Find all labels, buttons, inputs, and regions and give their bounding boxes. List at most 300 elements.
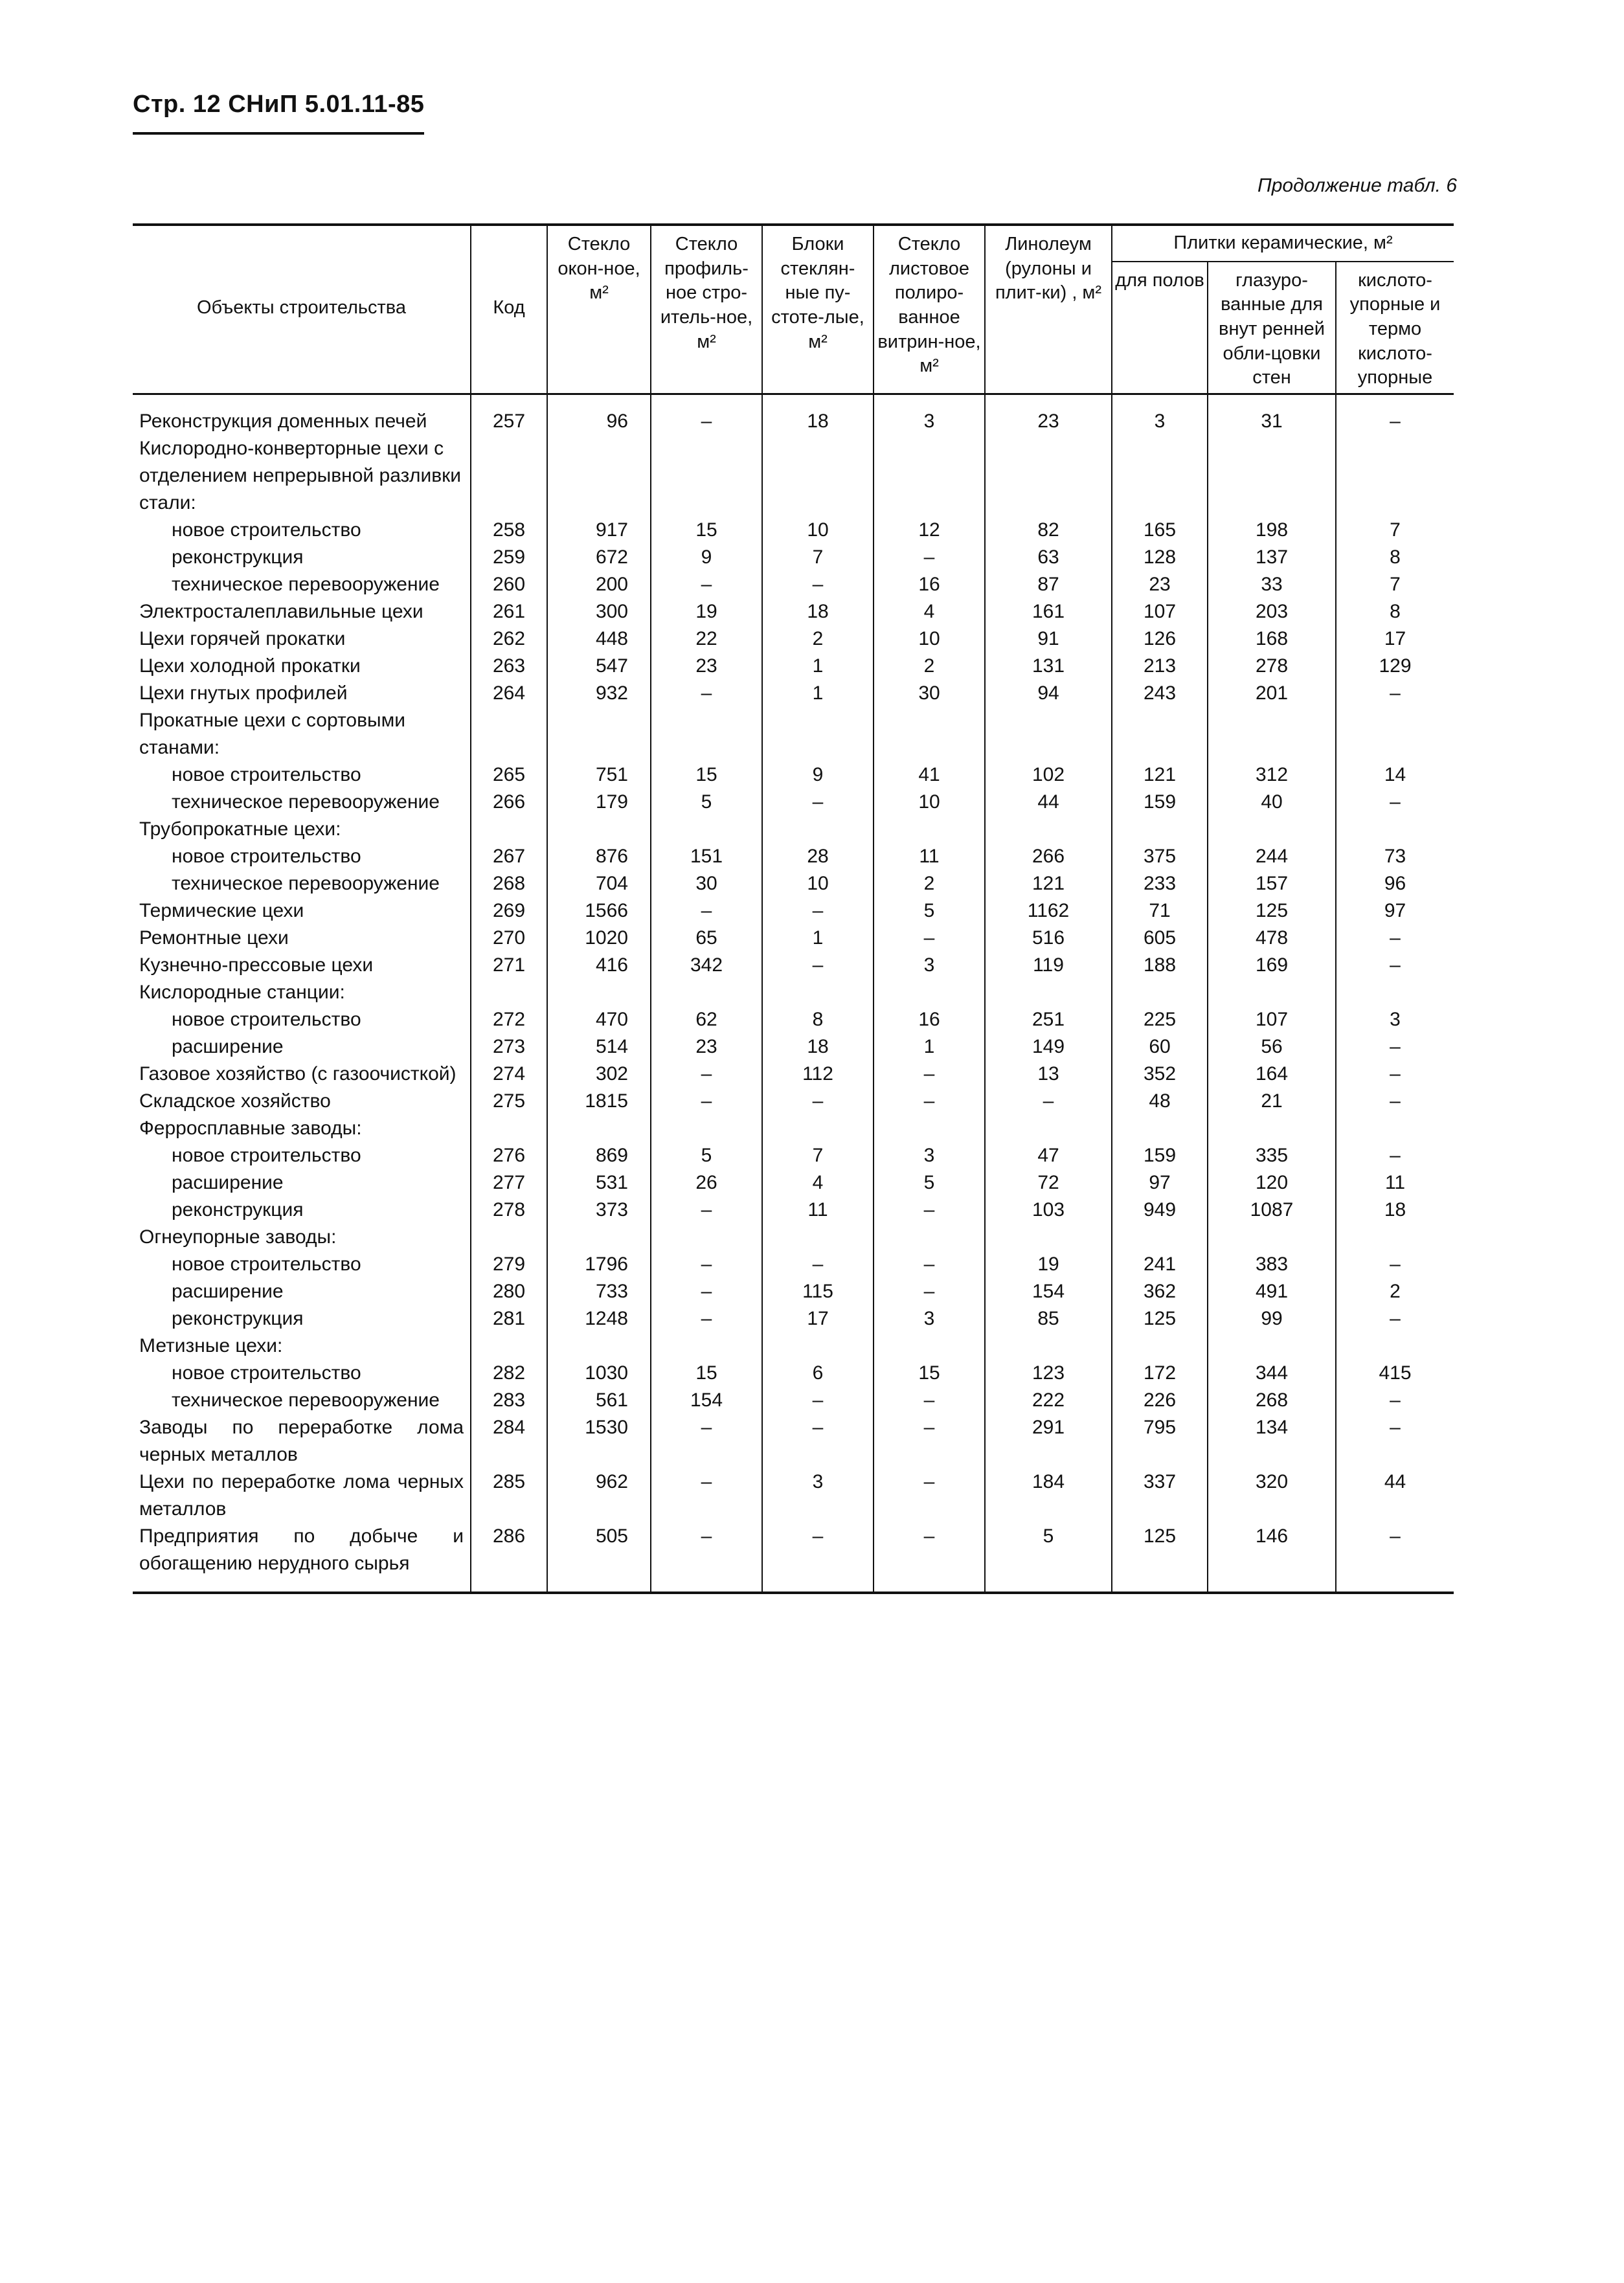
col-header-sheet-glass: Стекло листовое полиро-ванное витрин-ное, м² — [874, 225, 985, 394]
cell-window-glass: 876 — [547, 843, 651, 870]
row-object-name: Электросталеплавильные цехи — [139, 601, 423, 623]
cell-glass-blocks: – — [762, 952, 874, 979]
cell-sheet-glass: 15 — [874, 1360, 985, 1387]
cell-window-glass: 917 — [547, 517, 651, 544]
row-code: 284 — [471, 1414, 547, 1468]
cell-sheet-glass: – — [874, 1061, 985, 1088]
cell-glass-blocks: 3 — [762, 1468, 874, 1523]
cell-profile-glass — [651, 1333, 762, 1360]
cell-profile-glass: – — [651, 1088, 762, 1115]
cell-profile-glass: – — [651, 1305, 762, 1333]
cell-glazed-tiles — [1208, 707, 1336, 761]
col-header-code: Код — [471, 225, 547, 394]
table-row — [133, 1278, 1454, 1305]
cell-linoleum: 47 — [985, 1142, 1112, 1169]
cell-glass-blocks: 7 — [762, 1142, 874, 1169]
cell-window-glass — [547, 435, 651, 517]
cell-acid-tiles: 8 — [1336, 598, 1454, 625]
row-code — [471, 1115, 547, 1142]
cell-acid-tiles: 14 — [1336, 761, 1454, 789]
cell-linoleum: 19 — [985, 1251, 1112, 1278]
cell-linoleum: 82 — [985, 517, 1112, 544]
cell-profile-glass — [651, 435, 762, 517]
table-continuation-label: Продолжение табл. 6 — [1257, 175, 1457, 196]
table-row — [133, 897, 1454, 925]
cell-sheet-glass: – — [874, 1251, 985, 1278]
cell-glass-blocks: 18 — [762, 1033, 874, 1061]
cell-profile-glass — [651, 816, 762, 843]
row-object-name: Заводы по переработке лома черных металлов — [139, 1417, 464, 1466]
cell-window-glass: 373 — [547, 1197, 651, 1224]
row-code: 283 — [471, 1387, 547, 1414]
cell-sheet-glass: – — [874, 544, 985, 571]
cell-floor-tiles: 159 — [1112, 789, 1208, 816]
row-object-name: Прокатные цехи с сортовыми станами: — [139, 710, 405, 759]
cell-floor-tiles: 3 — [1112, 394, 1208, 436]
table-row — [133, 789, 1454, 816]
cell-window-glass: 416 — [547, 952, 651, 979]
cell-profile-glass: – — [651, 897, 762, 925]
row-object-name: новое строительство — [172, 846, 361, 868]
row-code: 272 — [471, 1006, 547, 1033]
cell-profile-glass: 15 — [651, 1360, 762, 1387]
col-header-profile-glass: Стекло профиль-ное стро-итель-ное, м² — [651, 225, 762, 394]
cell-floor-tiles: 243 — [1112, 680, 1208, 707]
cell-sheet-glass: 16 — [874, 571, 985, 598]
cell-profile-glass: 23 — [651, 1033, 762, 1061]
cell-linoleum: 13 — [985, 1061, 1112, 1088]
cell-glazed-tiles: 278 — [1208, 653, 1336, 680]
cell-acid-tiles: – — [1336, 1305, 1454, 1333]
cell-acid-tiles — [1336, 816, 1454, 843]
cell-floor-tiles — [1112, 1115, 1208, 1142]
row-code: 286 — [471, 1523, 547, 1593]
row-object-name: техническое перевооружение — [172, 791, 440, 813]
cell-floor-tiles: 172 — [1112, 1360, 1208, 1387]
row-object-name: Термические цехи — [139, 900, 304, 922]
row-code: 274 — [471, 1061, 547, 1088]
row-object-name: Кислородные станции: — [139, 982, 345, 1004]
cell-floor-tiles: 352 — [1112, 1061, 1208, 1088]
cell-glass-blocks — [762, 979, 874, 1006]
row-object-name: техническое перевооружение — [172, 1389, 440, 1411]
table-row — [133, 625, 1454, 653]
cell-window-glass: 1020 — [547, 925, 651, 952]
table-row — [133, 1333, 1454, 1360]
cell-acid-tiles: – — [1336, 789, 1454, 816]
cell-linoleum: – — [985, 1088, 1112, 1115]
cell-floor-tiles — [1112, 1333, 1208, 1360]
cell-glass-blocks — [762, 1224, 874, 1251]
cell-glazed-tiles: 31 — [1208, 394, 1336, 436]
cell-sheet-glass: 3 — [874, 1142, 985, 1169]
cell-window-glass: 733 — [547, 1278, 651, 1305]
cell-sheet-glass: – — [874, 1088, 985, 1115]
cell-profile-glass — [651, 707, 762, 761]
cell-sheet-glass — [874, 979, 985, 1006]
cell-linoleum: 1162 — [985, 897, 1112, 925]
cell-linoleum — [985, 1115, 1112, 1142]
col-header-floor-tiles: для полов — [1112, 262, 1208, 394]
cell-sheet-glass: 2 — [874, 870, 985, 897]
col-header-window-glass: Стекло окон-ное, м² — [547, 225, 651, 394]
cell-sheet-glass: – — [874, 1414, 985, 1468]
cell-linoleum: 91 — [985, 625, 1112, 653]
cell-profile-glass: 342 — [651, 952, 762, 979]
cell-glass-blocks: 28 — [762, 843, 874, 870]
cell-glazed-tiles — [1208, 1224, 1336, 1251]
cell-glazed-tiles: 120 — [1208, 1169, 1336, 1197]
cell-glass-blocks: 10 — [762, 870, 874, 897]
row-code: 267 — [471, 843, 547, 870]
cell-linoleum: 291 — [985, 1414, 1112, 1468]
cell-glass-blocks: 10 — [762, 517, 874, 544]
cell-acid-tiles: – — [1336, 680, 1454, 707]
cell-profile-glass: 15 — [651, 761, 762, 789]
cell-glazed-tiles: 107 — [1208, 1006, 1336, 1033]
row-object-name: новое строительство — [172, 1254, 361, 1276]
cell-acid-tiles: – — [1336, 925, 1454, 952]
cell-glass-blocks: 6 — [762, 1360, 874, 1387]
table-row — [133, 1224, 1454, 1251]
row-code: 271 — [471, 952, 547, 979]
cell-sheet-glass: 16 — [874, 1006, 985, 1033]
row-code — [471, 1333, 547, 1360]
cell-acid-tiles: 97 — [1336, 897, 1454, 925]
row-object-name: Метизные цехи: — [139, 1335, 283, 1357]
col-header-objects: Объекты строительства — [133, 225, 471, 394]
cell-glass-blocks — [762, 435, 874, 517]
cell-acid-tiles: – — [1336, 1387, 1454, 1414]
cell-profile-glass: 22 — [651, 625, 762, 653]
cell-acid-tiles: 7 — [1336, 517, 1454, 544]
cell-linoleum: 103 — [985, 1197, 1112, 1224]
cell-window-glass: 448 — [547, 625, 651, 653]
cell-linoleum: 149 — [985, 1033, 1112, 1061]
cell-glazed-tiles: 99 — [1208, 1305, 1336, 1333]
cell-glazed-tiles: 40 — [1208, 789, 1336, 816]
cell-window-glass: 561 — [547, 1387, 651, 1414]
cell-profile-glass: – — [651, 1251, 762, 1278]
cell-linoleum: 251 — [985, 1006, 1112, 1033]
cell-sheet-glass: 2 — [874, 653, 985, 680]
row-object-name: новое строительство — [172, 519, 361, 541]
cell-acid-tiles — [1336, 1333, 1454, 1360]
row-code: 278 — [471, 1197, 547, 1224]
cell-glazed-tiles: 312 — [1208, 761, 1336, 789]
cell-window-glass: 96 — [547, 394, 651, 436]
cell-glazed-tiles: 168 — [1208, 625, 1336, 653]
cell-sheet-glass: 5 — [874, 897, 985, 925]
cell-linoleum: 266 — [985, 843, 1112, 870]
cell-floor-tiles: 23 — [1112, 571, 1208, 598]
table-row — [133, 979, 1454, 1006]
cell-glazed-tiles: 335 — [1208, 1142, 1336, 1169]
row-object-name: новое строительство — [172, 1009, 361, 1031]
row-code: 273 — [471, 1033, 547, 1061]
cell-floor-tiles — [1112, 707, 1208, 761]
table-body — [133, 394, 1454, 1593]
cell-profile-glass: 5 — [651, 789, 762, 816]
cell-profile-glass: – — [651, 394, 762, 436]
row-object-name: расширение — [172, 1036, 284, 1058]
cell-window-glass: 531 — [547, 1169, 651, 1197]
cell-floor-tiles: 128 — [1112, 544, 1208, 571]
col-header-linoleum: Линолеум (рулоны и плит-ки) , м² — [985, 225, 1112, 394]
cell-profile-glass: 151 — [651, 843, 762, 870]
cell-linoleum — [985, 1224, 1112, 1251]
cell-window-glass: 1030 — [547, 1360, 651, 1387]
row-object-name: расширение — [172, 1172, 284, 1194]
row-object-name: Кислородно-конверторные цехи с отделением непрерывной разливки стали: — [139, 438, 462, 514]
row-code: 263 — [471, 653, 547, 680]
cell-linoleum: 119 — [985, 952, 1112, 979]
table-row — [133, 1006, 1454, 1033]
cell-glazed-tiles: 1087 — [1208, 1197, 1336, 1224]
cell-acid-tiles: 11 — [1336, 1169, 1454, 1197]
row-object-name: новое строительство — [172, 1145, 361, 1167]
cell-glass-blocks: – — [762, 789, 874, 816]
table-row — [133, 1169, 1454, 1197]
cell-floor-tiles: 795 — [1112, 1414, 1208, 1468]
cell-profile-glass — [651, 1224, 762, 1251]
row-code: 269 — [471, 897, 547, 925]
cell-window-glass: 1566 — [547, 897, 651, 925]
header-rule — [133, 132, 424, 135]
cell-linoleum: 85 — [985, 1305, 1112, 1333]
table-row — [133, 544, 1454, 571]
cell-sheet-glass: 3 — [874, 394, 985, 436]
cell-acid-tiles — [1336, 435, 1454, 517]
row-code: 258 — [471, 517, 547, 544]
table-row — [133, 571, 1454, 598]
cell-sheet-glass: 5 — [874, 1169, 985, 1197]
cell-acid-tiles: 17 — [1336, 625, 1454, 653]
cell-linoleum: 102 — [985, 761, 1112, 789]
cell-linoleum: 23 — [985, 394, 1112, 436]
cell-window-glass: 547 — [547, 653, 651, 680]
row-object-name: Ферросплавные заводы: — [139, 1118, 362, 1140]
row-object-name: реконструкция — [172, 546, 304, 568]
cell-linoleum: 222 — [985, 1387, 1112, 1414]
row-code: 282 — [471, 1360, 547, 1387]
cell-sheet-glass: 10 — [874, 625, 985, 653]
table-row — [133, 680, 1454, 707]
cell-glass-blocks — [762, 1115, 874, 1142]
cell-glass-blocks: – — [762, 1251, 874, 1278]
cell-linoleum: 154 — [985, 1278, 1112, 1305]
row-code — [471, 435, 547, 517]
cell-profile-glass: – — [651, 1523, 762, 1593]
row-object-name: новое строительство — [172, 764, 361, 786]
cell-floor-tiles — [1112, 979, 1208, 1006]
cell-acid-tiles: 18 — [1336, 1197, 1454, 1224]
cell-floor-tiles: 188 — [1112, 952, 1208, 979]
row-object-name: реконструкция — [172, 1199, 304, 1221]
cell-floor-tiles: 375 — [1112, 843, 1208, 870]
cell-window-glass: 1248 — [547, 1305, 651, 1333]
cell-sheet-glass: 3 — [874, 952, 985, 979]
cell-acid-tiles: – — [1336, 1033, 1454, 1061]
cell-glass-blocks: 11 — [762, 1197, 874, 1224]
cell-acid-tiles — [1336, 1224, 1454, 1251]
cell-sheet-glass: – — [874, 1523, 985, 1593]
cell-profile-glass — [651, 1115, 762, 1142]
cell-acid-tiles: 2 — [1336, 1278, 1454, 1305]
cell-glazed-tiles: 137 — [1208, 544, 1336, 571]
table-row — [133, 1088, 1454, 1115]
cell-window-glass: 514 — [547, 1033, 651, 1061]
row-code: 265 — [471, 761, 547, 789]
row-object-name: Цехи горячей прокатки — [139, 628, 346, 650]
cell-window-glass — [547, 1333, 651, 1360]
cell-window-glass: 751 — [547, 761, 651, 789]
cell-glazed-tiles: 157 — [1208, 870, 1336, 897]
cell-glazed-tiles: 21 — [1208, 1088, 1336, 1115]
cell-window-glass: 200 — [547, 571, 651, 598]
cell-glazed-tiles: 320 — [1208, 1468, 1336, 1523]
cell-profile-glass: 9 — [651, 544, 762, 571]
table-row — [133, 1360, 1454, 1387]
cell-sheet-glass — [874, 435, 985, 517]
cell-acid-tiles: – — [1336, 1523, 1454, 1593]
cell-sheet-glass: 11 — [874, 843, 985, 870]
row-object-name: Ремонтные цехи — [139, 927, 289, 949]
row-code — [471, 1224, 547, 1251]
cell-linoleum: 121 — [985, 870, 1112, 897]
cell-sheet-glass: 30 — [874, 680, 985, 707]
cell-floor-tiles: 97 — [1112, 1169, 1208, 1197]
cell-acid-tiles: – — [1336, 1251, 1454, 1278]
row-code: 285 — [471, 1468, 547, 1523]
cell-glazed-tiles: 33 — [1208, 571, 1336, 598]
cell-linoleum: 87 — [985, 571, 1112, 598]
cell-acid-tiles: – — [1336, 1414, 1454, 1468]
row-code: 281 — [471, 1305, 547, 1333]
cell-glazed-tiles: 203 — [1208, 598, 1336, 625]
cell-glass-blocks — [762, 707, 874, 761]
cell-sheet-glass: – — [874, 1278, 985, 1305]
cell-sheet-glass: – — [874, 1468, 985, 1523]
row-object-name: Кузнечно-прессовые цехи — [139, 954, 374, 976]
cell-floor-tiles: 605 — [1112, 925, 1208, 952]
cell-sheet-glass: 4 — [874, 598, 985, 625]
cell-floor-tiles: 126 — [1112, 625, 1208, 653]
cell-profile-glass: 154 — [651, 1387, 762, 1414]
cell-linoleum: 161 — [985, 598, 1112, 625]
row-code: 270 — [471, 925, 547, 952]
cell-glazed-tiles: 268 — [1208, 1387, 1336, 1414]
cell-linoleum: 131 — [985, 653, 1112, 680]
cell-floor-tiles — [1112, 816, 1208, 843]
cell-window-glass: 1530 — [547, 1414, 651, 1468]
row-object-name: Складское хозяйство — [139, 1090, 331, 1112]
cell-glass-blocks: 18 — [762, 394, 874, 436]
table-row — [133, 925, 1454, 952]
cell-floor-tiles: 125 — [1112, 1523, 1208, 1593]
cell-acid-tiles: 7 — [1336, 571, 1454, 598]
cell-glass-blocks: – — [762, 1523, 874, 1593]
table-row — [133, 1387, 1454, 1414]
cell-floor-tiles: 107 — [1112, 598, 1208, 625]
cell-sheet-glass: 1 — [874, 1033, 985, 1061]
cell-glass-blocks: 17 — [762, 1305, 874, 1333]
cell-floor-tiles: 159 — [1112, 1142, 1208, 1169]
cell-glass-blocks: – — [762, 897, 874, 925]
row-object-name: Реконструкция доменных печей — [139, 410, 427, 433]
cell-window-glass: 300 — [547, 598, 651, 625]
cell-glazed-tiles — [1208, 1333, 1336, 1360]
row-object-name: Предприятия по добыче и обогащению нерудного сырья — [133, 1523, 471, 1593]
row-code: 275 — [471, 1088, 547, 1115]
cell-glass-blocks: – — [762, 571, 874, 598]
cell-linoleum: 72 — [985, 1169, 1112, 1197]
cell-profile-glass: 23 — [651, 653, 762, 680]
cell-sheet-glass: 12 — [874, 517, 985, 544]
cell-window-glass — [547, 816, 651, 843]
row-object-name: Цехи гнутых профилей — [139, 682, 348, 704]
cell-acid-tiles — [1336, 1115, 1454, 1142]
cell-profile-glass: – — [651, 1061, 762, 1088]
cell-sheet-glass: – — [874, 1387, 985, 1414]
cell-glazed-tiles: 56 — [1208, 1033, 1336, 1061]
cell-glazed-tiles: 344 — [1208, 1360, 1336, 1387]
row-object-name: техническое перевооружение — [172, 574, 440, 596]
cell-window-glass: 1796 — [547, 1251, 651, 1278]
cell-acid-tiles: – — [1336, 1061, 1454, 1088]
cell-floor-tiles: 48 — [1112, 1088, 1208, 1115]
cell-profile-glass: – — [651, 680, 762, 707]
cell-glass-blocks: 115 — [762, 1278, 874, 1305]
row-code: 262 — [471, 625, 547, 653]
cell-floor-tiles: 241 — [1112, 1251, 1208, 1278]
row-code: 277 — [471, 1169, 547, 1197]
table-row — [133, 761, 1454, 789]
cell-linoleum: 184 — [985, 1468, 1112, 1523]
row-code — [471, 816, 547, 843]
cell-acid-tiles — [1336, 707, 1454, 761]
cell-window-glass: 962 — [547, 1468, 651, 1523]
row-code: 261 — [471, 598, 547, 625]
cell-linoleum: 5 — [985, 1523, 1112, 1593]
row-object-name: Огнеупорные заводы: — [139, 1226, 337, 1248]
cell-glazed-tiles — [1208, 435, 1336, 517]
table-row — [133, 952, 1454, 979]
cell-glass-blocks: 2 — [762, 625, 874, 653]
cell-linoleum — [985, 707, 1112, 761]
cell-glazed-tiles — [1208, 816, 1336, 843]
cell-window-glass — [547, 1224, 651, 1251]
row-code: 264 — [471, 680, 547, 707]
cell-linoleum: 63 — [985, 544, 1112, 571]
cell-linoleum: 123 — [985, 1360, 1112, 1387]
cell-profile-glass: – — [651, 1197, 762, 1224]
row-code: 268 — [471, 870, 547, 897]
cell-acid-tiles: – — [1336, 1142, 1454, 1169]
cell-acid-tiles: 73 — [1336, 843, 1454, 870]
table-row — [133, 1468, 1454, 1523]
row-code: 257 — [471, 394, 547, 436]
cell-glazed-tiles: 478 — [1208, 925, 1336, 952]
materials-table — [133, 223, 1454, 1594]
cell-acid-tiles: 96 — [1336, 870, 1454, 897]
cell-glazed-tiles: 169 — [1208, 952, 1336, 979]
cell-acid-tiles: 415 — [1336, 1360, 1454, 1387]
cell-floor-tiles: 233 — [1112, 870, 1208, 897]
cell-glass-blocks: 1 — [762, 925, 874, 952]
cell-sheet-glass: – — [874, 1197, 985, 1224]
cell-sheet-glass: – — [874, 925, 985, 952]
